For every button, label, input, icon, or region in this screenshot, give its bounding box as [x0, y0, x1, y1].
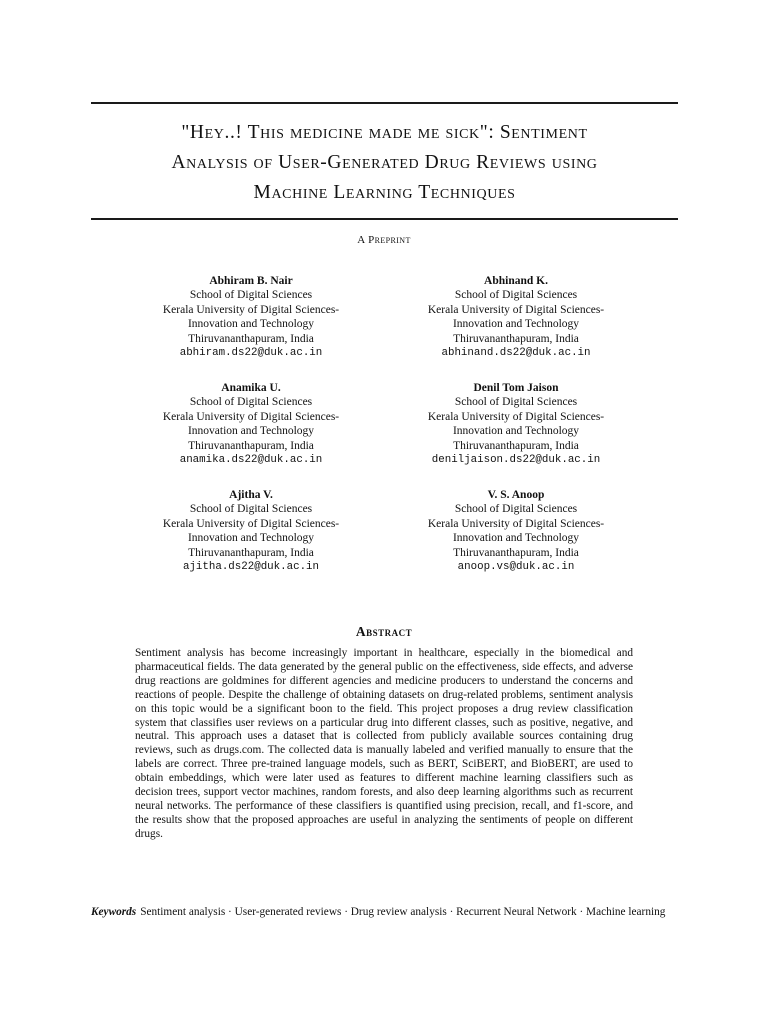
- author-email: abhinand.ds22@duk.ac.in: [441, 347, 591, 360]
- author-location: Thiruvananthapuram, India: [453, 332, 579, 345]
- author-department: School of Digital Sciences: [454, 289, 578, 302]
- author-block: [121, 488, 381, 574]
- author-block: [386, 488, 646, 574]
- preprint-label: A Preprint: [357, 234, 411, 246]
- author-department: School of Digital Sciences: [189, 503, 313, 516]
- author-location: Thiruvananthapuram, India: [188, 546, 314, 559]
- author-block: [386, 274, 646, 360]
- author-university-cont: Innovation and Technology: [187, 425, 315, 438]
- author-name: Abhiram B. Nair: [209, 275, 293, 287]
- abstract-heading: Abstract: [355, 624, 413, 639]
- author-department: School of Digital Sciences: [189, 289, 313, 302]
- author-location: Thiruvananthapuram, India: [453, 439, 579, 452]
- author-email: deniljaison.ds22@duk.ac.in: [431, 454, 601, 467]
- author-name: V. S. Anoop: [487, 489, 545, 501]
- keywords-section: [91, 906, 679, 920]
- author-university-cont: Innovation and Technology: [187, 318, 315, 331]
- author-name: Anamika U.: [221, 382, 281, 394]
- paper-title: [91, 118, 678, 208]
- author-email: ajitha.ds22@duk.ac.in: [182, 561, 320, 574]
- author-university-cont: Innovation and Technology: [187, 532, 315, 545]
- author-university-cont: Innovation and Technology: [452, 318, 580, 331]
- author-department: School of Digital Sciences: [189, 396, 313, 409]
- author-university-cont: Innovation and Technology: [452, 532, 580, 545]
- abstract-body: Sentiment analysis has become increasingly important in healthcare, especially in the biomedical and pharmaceutical fields. The data generated by the general public on the effectiveness, side effects, and adverse drug reactions are goldmines for different agencies and medicine producers to understand the concerns and reactions of people. Despite the challenge of obtaining datasets on drug-related problems, sentiment analysis on this topic would be a significant boon to the field. This project proposes a drug review classification system that classifies user reviews on a particular drug into different classes, such as positive, negative, and neutral. This approach uses a dataset that is collected from publicly available sources containing drug reviews, such as drugs.com. The collected data is manually labeled and verified manually to ensure that the labels are correct. Three pre-trained language models, such as BERT, SciBERT, and BioBERT, are used to obtain embeddings, which were later used as features to different machine learning classifiers such as decision trees, support vector machines, random forests, and also deep learning algorithms such as recurrent neural networks. The performance of these classifiers is quantified using precision, recall, and f1-score, and the results show that the proposed approaches are useful in analyzing the sentiments of people on different drugs.: [135, 647, 633, 840]
- keywords-text: Sentiment analysis · User-generated reviews · Drug review analysis · Recurrent Neural Network · Machine learning: [140, 906, 666, 918]
- author-department: School of Digital Sciences: [454, 503, 578, 516]
- author-name: Denil Tom Jaison: [473, 382, 559, 394]
- author-university: Kerala University of Digital Sciences-: [427, 410, 605, 423]
- author-location: Thiruvananthapuram, India: [188, 439, 314, 452]
- keywords-label: Keywords: [91, 906, 137, 918]
- author-block: [121, 381, 381, 467]
- author-university: Kerala University of Digital Sciences-: [162, 303, 340, 316]
- author-location: Thiruvananthapuram, India: [453, 546, 579, 559]
- author-location: Thiruvananthapuram, India: [188, 332, 314, 345]
- author-email: anamika.ds22@duk.ac.in: [179, 454, 323, 467]
- author-university-cont: Innovation and Technology: [452, 425, 580, 438]
- paper-title-line: "Hey..! This medicine made me sick": Sentiment: [181, 122, 588, 143]
- author-university: Kerala University of Digital Sciences-: [427, 517, 605, 530]
- author-university: Kerala University of Digital Sciences-: [427, 303, 605, 316]
- author-email: abhiram.ds22@duk.ac.in: [179, 347, 323, 360]
- author-department: School of Digital Sciences: [454, 396, 578, 409]
- paper-title-line: Analysis of User-Generated Drug Reviews using: [171, 152, 598, 173]
- author-university: Kerala University of Digital Sciences-: [162, 410, 340, 423]
- author-university: Kerala University of Digital Sciences-: [162, 517, 340, 530]
- title-top-rule: [91, 102, 678, 104]
- author-email: anoop.vs@duk.ac.in: [457, 561, 575, 574]
- paper-title-line: Machine Learning Techniques: [253, 182, 516, 203]
- author-block: [386, 381, 646, 467]
- author-name: Ajitha V.: [229, 489, 273, 501]
- author-name: Abhinand K.: [484, 275, 548, 287]
- title-bottom-rule: [91, 218, 678, 220]
- author-block: [121, 274, 381, 360]
